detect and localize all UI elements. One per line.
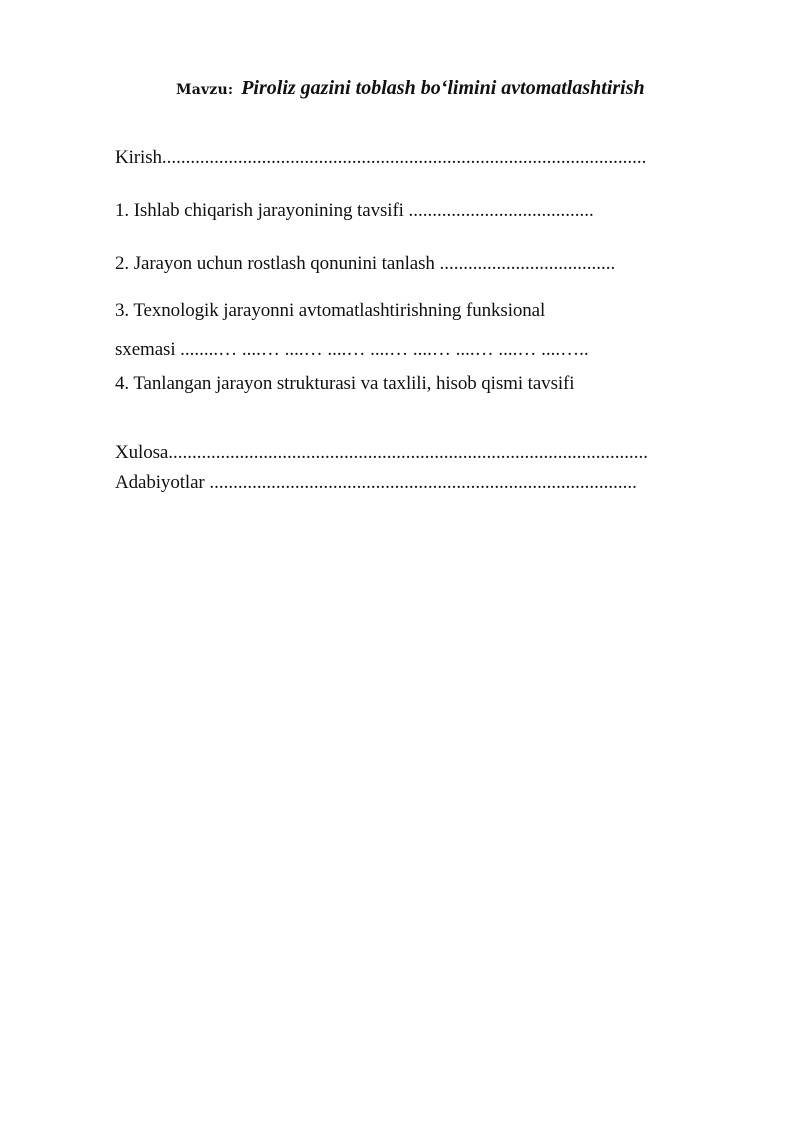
toc-entry-3-continued: [115, 339, 589, 361]
toc-entry-text: 3. Texnologik jarayonni avtomatlashtirishning funksional: [115, 300, 546, 321]
toc-leader-dots: ......................................................................................................: [161, 147, 647, 168]
toc-entry-conclusion: [115, 442, 648, 464]
title-text: Piroliz gazini toblash bo‘limini avtomatlashtirish: [241, 77, 645, 99]
title-label: Mavzu:: [176, 82, 234, 98]
toc-entry-references: [115, 472, 637, 494]
toc-leader-dots: .....................................................................................................: [168, 442, 648, 463]
document-title: [176, 77, 645, 100]
toc-leader-dots: .......................................: [408, 200, 594, 221]
toc-entry-4: [115, 373, 574, 395]
toc-entry-text: Kirish: [115, 147, 162, 168]
toc-entry-text: Adabiyotlar: [115, 472, 210, 493]
toc-entry-text: 1. Ishlab chiqarish jarayonining tavsifi: [115, 200, 409, 221]
toc-entry-text: Xulosa: [115, 442, 169, 463]
toc-leader-dots: ..........................................................................................: [209, 472, 637, 493]
toc-entry-text: 4. Tanlangan jarayon strukturasi va taxlili, hisob qismi tavsifi: [115, 373, 575, 394]
toc-entry-2: [115, 253, 615, 275]
toc-leader-dots: .....................................: [439, 253, 616, 274]
toc-entry-introduction: [115, 147, 646, 169]
toc-entry-text: sxemasi: [115, 339, 181, 360]
toc-entry-1: [115, 200, 594, 222]
toc-entry-text: 2. Jarayon uchun rostlash qonunini tanlash: [115, 253, 440, 274]
toc-leader-dots: ........… ....… ....… ....… ....… ....… ....… ....… ....…..: [180, 339, 589, 360]
toc-entry-3: [115, 300, 545, 322]
